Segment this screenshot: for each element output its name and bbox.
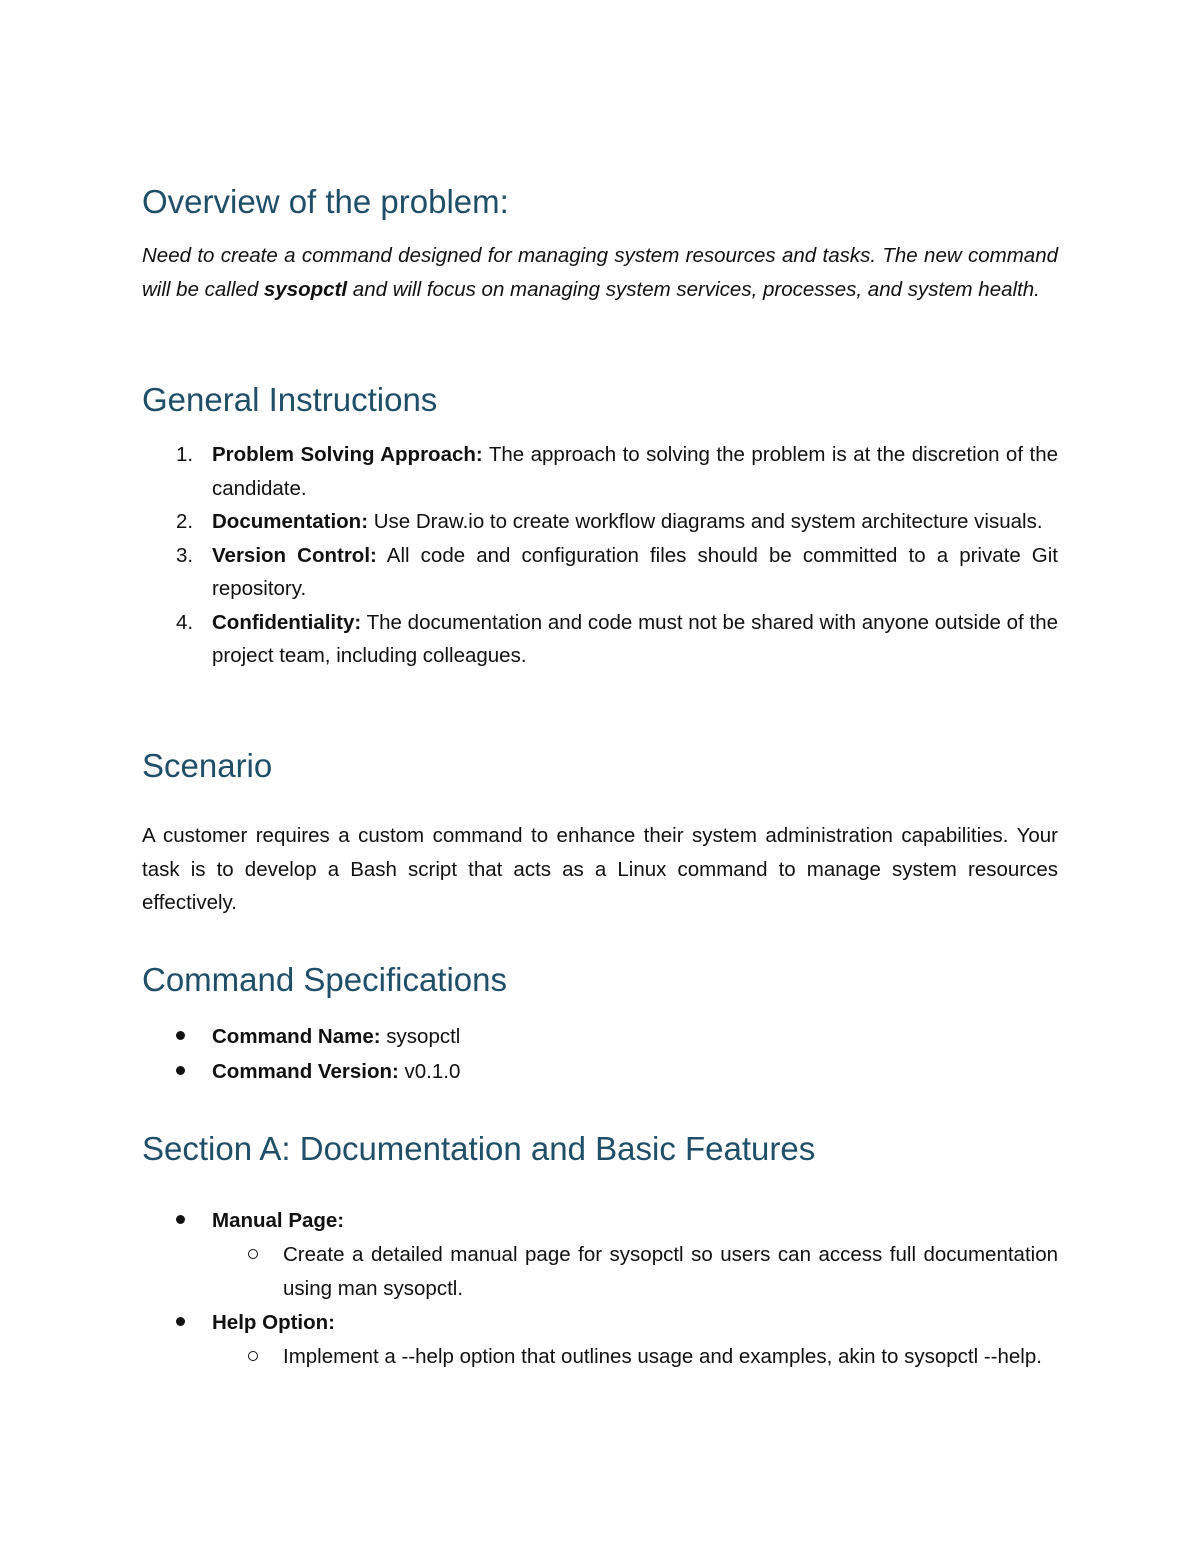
instruction-label: Documentation: [212,510,369,533]
instruction-number: 3. [176,543,194,567]
spec-value: v0.1.0 [398,1060,461,1083]
instruction-text: The documentation and code must not be shared with anyone outside of the project team, including colleagues. [212,610,1058,667]
spec-label: Command Version: [212,1060,399,1083]
instruction-number: 1. [176,443,194,466]
feature-item [142,1203,1058,1305]
feature-label: Manual Page: [212,1209,345,1232]
bullet-icon [176,1317,185,1326]
circle-bullet-icon [248,1351,258,1361]
feature-subitem [142,1238,1058,1305]
overview-command-name: sysopctl [263,277,348,301]
instruction-text: Use Draw.io to create workflow diagrams and system architecture visuals. [368,510,1043,533]
feature-subitem-text: Create a detailed manual page for sysopctl so users can access full documentation using man sysopctl. [283,1243,1058,1300]
feature-sublist [212,1238,1058,1305]
bullet-icon [176,1215,185,1224]
feature-label: Help Option: [212,1311,335,1334]
instruction-item [142,606,1058,673]
section-a-heading: Section A: Documentation and Basic Features [142,1130,816,1167]
feature-subitem [142,1340,1058,1374]
instruction-item [142,539,1058,606]
section-a-list [142,1203,1058,1374]
instruction-text: All code and configuration files should be committed to a private Git repository. [212,543,1058,600]
instruction-item [142,438,1058,505]
instruction-label: Version Control: [212,543,377,567]
scenario-heading: Scenario [142,747,273,784]
instruction-item [142,505,1058,539]
spec-item [142,1019,1058,1054]
spec-label: Command Name: [212,1025,381,1048]
command-specifications-list [142,1019,1058,1089]
feature-sublist [212,1340,1058,1374]
bullet-icon [176,1066,185,1075]
instruction-text: The approach to solving the problem is at the discretion of the candidate. [212,443,1058,500]
bullet-icon [176,1031,185,1040]
overview-heading: Overview of the problem: [142,183,509,220]
instruction-number: 4. [176,610,194,634]
overview-text-part1: Need to create a command designed for managing system resources and tasks. The new command will be called [142,244,1058,301]
command-specifications-heading: Command Specifications [142,961,507,998]
scenario-paragraph: A customer requires a custom command to enhance their system administration capabilities. Your task is to develop a Bash script that acts as a Linux command to manage system resources effectively. [142,824,1058,914]
instruction-label: Confidentiality: [212,610,362,634]
overview-paragraph [142,239,1058,306]
spec-item [142,1054,1058,1089]
circle-bullet-icon [248,1249,258,1259]
spec-value: sysopctl [380,1025,461,1048]
instruction-number: 2. [176,510,194,533]
instruction-label: Problem Solving Approach: [212,443,483,466]
general-instructions-list [142,438,1058,673]
overview-text-part2: and will focus on managing system services, processes, and system health. [347,277,1040,301]
feature-subitem-text: Implement a --help option that outlines usage and examples, akin to sysopctl --help. [283,1345,1042,1368]
feature-item [142,1305,1058,1374]
general-instructions-heading: General Instructions [142,381,438,418]
